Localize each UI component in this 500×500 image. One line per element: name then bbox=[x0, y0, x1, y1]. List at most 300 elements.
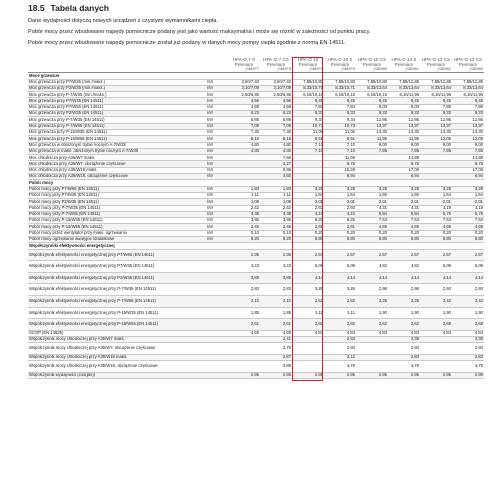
value-cell: 3,88 bbox=[228, 272, 260, 284]
value-cell: 1,85 bbox=[260, 307, 292, 319]
value-cell: 0,20 bbox=[356, 230, 388, 236]
row-label: Pobór mocy przy P-15/W35 (EN 14511) bbox=[28, 218, 206, 224]
table-row bbox=[28, 117, 484, 123]
column-article-code: 238981 bbox=[388, 67, 420, 73]
row-label: Moc grzewcza w maks. obniżonym trybie nocnym A-7/W35 bbox=[28, 148, 206, 154]
value-cell: 1,93 bbox=[260, 186, 292, 192]
row-label: Pobór mocy przy P-7/W35 (EN 14511) bbox=[28, 205, 206, 211]
value-cell: 0,20 bbox=[292, 230, 324, 236]
value-cell: 4,14 bbox=[388, 272, 420, 284]
value-cell: 7,84 bbox=[324, 104, 356, 110]
row-label: Współczynnik mocy chłodniczej przy A35/W7, obciążenie częściowe bbox=[28, 343, 206, 355]
row-label: Moc grzewcza przy P7/W35 (min./maks.) bbox=[28, 79, 206, 85]
row-label: Moc grzewcza w obniżonym trybie nocnym A-7/W35 bbox=[28, 142, 206, 148]
value-cell: 4,56 bbox=[356, 224, 388, 230]
value-cell: 2,92 bbox=[324, 319, 356, 331]
table-row bbox=[28, 224, 484, 230]
table-row bbox=[28, 211, 484, 217]
row-unit: kW bbox=[206, 111, 228, 117]
column-header-name: HPA-O 13 CS Premium bbox=[453, 57, 483, 67]
table-row bbox=[28, 136, 484, 142]
value-cell: 1,54 bbox=[420, 192, 452, 198]
value-cell: 8,33/13,64 bbox=[388, 85, 420, 91]
value-cell: 7,53 bbox=[420, 218, 452, 224]
value-cell: 7,53 bbox=[388, 218, 420, 224]
value-cell: 2,93 bbox=[292, 205, 324, 211]
value-cell: 7,85/12,85 bbox=[420, 79, 452, 85]
row-label: Moc grzewcza przy P-7/W35 (EN 14511) bbox=[28, 117, 206, 123]
row-label: Moc grzewcza przy P2/W35 (min./maks.) bbox=[28, 85, 206, 91]
value-cell: 1,09 bbox=[228, 199, 260, 205]
value-cell: 3,38 bbox=[228, 211, 260, 217]
value-cell: 6,16/10,16 bbox=[356, 92, 388, 98]
value-cell: 2,93 bbox=[324, 343, 356, 355]
value-cell: 0,95 bbox=[324, 372, 356, 378]
value-cell: 4,83 bbox=[356, 330, 388, 336]
value-cell: 0,20 bbox=[324, 230, 356, 236]
value-cell: 2,83 bbox=[228, 284, 260, 296]
row-label: Moc grzewcza przy P7/W55 (EN 14511) bbox=[28, 104, 206, 110]
value-cell: 5,09 bbox=[324, 261, 356, 273]
value-cell: 12,05 bbox=[420, 136, 452, 142]
table-header-row bbox=[28, 57, 484, 67]
row-label: Moc grzewcza przy P-7/W55 (EN 14511) bbox=[28, 123, 206, 129]
value-cell: 2,50/6,85 bbox=[260, 92, 292, 98]
value-cell: 0,95 bbox=[420, 372, 452, 378]
value-cell: 6,94 bbox=[452, 174, 484, 180]
table-row bbox=[28, 186, 484, 192]
value-cell: 3,28 bbox=[420, 186, 452, 192]
value-cell: 4,84 bbox=[292, 330, 324, 336]
column-header-name: HPA-O 7 CS Premium bbox=[263, 57, 289, 67]
value-cell: 2,69 bbox=[420, 319, 452, 331]
row-label: Współczynniki efektywności energetycznej bbox=[28, 243, 206, 249]
table-row bbox=[28, 205, 484, 211]
value-cell: 2,83 bbox=[260, 284, 292, 296]
value-cell: 3,10/7,09 bbox=[260, 85, 292, 91]
row-label: Moc chłodnicza przy A35/W7 maks. bbox=[28, 155, 206, 161]
value-cell: 3,12 bbox=[324, 354, 356, 360]
value-cell: 3,28 bbox=[324, 186, 356, 192]
value-cell: 4,60 bbox=[260, 174, 292, 180]
value-cell: 17,06 bbox=[452, 167, 484, 173]
value-cell: 2,35 bbox=[388, 295, 420, 307]
row-label: Pobór mocy przy P7/W35 (EN 14511) bbox=[28, 192, 206, 198]
value-cell: 9,00 bbox=[452, 142, 484, 148]
table-row bbox=[28, 148, 484, 154]
value-cell: 11,69 bbox=[324, 155, 356, 161]
row-unit: kW bbox=[206, 186, 228, 192]
value-cell: 7,10 bbox=[292, 142, 324, 148]
value-cell: 3,28 bbox=[356, 186, 388, 192]
column-header-name: HPA-O 10 Premium bbox=[297, 57, 319, 67]
row-label: Pobór mocy przy P-15/W55 (EN 14511) bbox=[28, 224, 206, 230]
value-cell: 2,92 bbox=[292, 319, 324, 331]
value-cell: 8,33 bbox=[452, 111, 484, 117]
value-cell: 2,10 bbox=[228, 295, 260, 307]
value-cell: 7,10 bbox=[292, 148, 324, 154]
value-cell: 2,98 bbox=[388, 284, 420, 296]
value-cell bbox=[420, 361, 452, 373]
value-cell: 4,14 bbox=[356, 272, 388, 284]
row-unit: kW bbox=[206, 129, 228, 135]
value-cell: 4,68 bbox=[452, 224, 484, 230]
value-cell: 14,30 bbox=[388, 129, 420, 135]
value-cell: 6,76 bbox=[388, 161, 420, 167]
value-cell: 8,80 bbox=[292, 237, 324, 243]
value-cell: 2,50/6,85 bbox=[228, 92, 260, 98]
table-row bbox=[28, 261, 484, 273]
value-cell: 7,86 bbox=[452, 104, 484, 110]
value-cell: 3,28 bbox=[292, 186, 324, 192]
value-cell: 7,85/10,80 bbox=[356, 79, 388, 85]
value-cell: 2,93 bbox=[324, 205, 356, 211]
value-cell: 2,83 bbox=[452, 354, 484, 360]
value-cell: 8,51 bbox=[324, 136, 356, 142]
value-cell: 1,11 bbox=[228, 192, 260, 198]
value-cell: 11,06 bbox=[292, 129, 324, 135]
intro-line-3: Pobór mocy przez wbudowane napędy pomocnicze został już podany w danych mocy pompy ciepła zgodnie z normą EN 14511. bbox=[28, 40, 346, 46]
value-cell: 1,66 bbox=[356, 192, 388, 198]
value-cell: 2,53 bbox=[324, 337, 356, 343]
column-article-code: 238979 bbox=[324, 67, 356, 73]
column-header-name: HPA-O 13 CS Premium bbox=[421, 57, 451, 67]
value-cell: 6,94 bbox=[324, 174, 356, 180]
value-cell: 3,27 bbox=[260, 161, 292, 167]
value-cell: 4,14 bbox=[324, 272, 356, 284]
value-cell: 5,76 bbox=[420, 211, 452, 217]
value-cell: 2,93 bbox=[452, 343, 484, 355]
value-cell: 2,42 bbox=[452, 295, 484, 307]
value-cell: 4,30 bbox=[228, 148, 260, 154]
table-row bbox=[28, 98, 484, 104]
value-cell: 2,62 bbox=[324, 295, 356, 307]
value-cell: 1,54 bbox=[292, 192, 324, 198]
value-cell: 4,84 bbox=[420, 330, 452, 336]
value-cell: 5,94 bbox=[356, 211, 388, 217]
value-cell: 4,31 bbox=[388, 205, 420, 211]
value-cell: 4,68 bbox=[260, 104, 292, 110]
table-row bbox=[28, 104, 484, 110]
value-cell: 1,90 bbox=[388, 307, 420, 319]
value-cell: 1,11 bbox=[260, 192, 292, 198]
row-label: Współczynnik efektywności energetycznej przy P-7/W55 (EN 14511) bbox=[28, 295, 206, 307]
value-cell: 5,25 bbox=[324, 218, 356, 224]
value-cell: 3,10/7,09 bbox=[228, 85, 260, 91]
value-cell: 2,93 bbox=[420, 284, 452, 296]
row-unit: kW bbox=[206, 148, 228, 154]
row-unit: kW bbox=[206, 192, 228, 198]
value-cell: 2,11 bbox=[324, 307, 356, 319]
value-cell: 2,42 bbox=[228, 205, 260, 211]
row-unit: kW bbox=[206, 123, 228, 129]
value-cell: 6,76 bbox=[324, 161, 356, 167]
table-row bbox=[28, 85, 484, 91]
value-cell: 14,88 bbox=[388, 155, 420, 161]
row-unit: kW bbox=[206, 136, 228, 142]
value-cell: 8,45 bbox=[292, 98, 324, 104]
value-cell: 1,90 bbox=[452, 307, 484, 319]
value-cell: 7,85 bbox=[420, 148, 452, 154]
value-cell: 1,93 bbox=[228, 186, 260, 192]
row-label: Moc chłodnicza przy A35/W7, obciążenie częściowe bbox=[28, 161, 206, 167]
value-cell: 2,41 bbox=[260, 337, 292, 343]
table-row bbox=[28, 249, 484, 261]
value-cell: 8,45 bbox=[356, 98, 388, 104]
value-cell: 14,88 bbox=[452, 155, 484, 161]
data-table bbox=[28, 57, 484, 379]
value-cell: 1,90 bbox=[356, 307, 388, 319]
column-article-code: 238977 bbox=[228, 67, 260, 73]
table-row bbox=[28, 361, 484, 373]
value-cell: 4,82 bbox=[388, 261, 420, 273]
section-heading bbox=[28, 3, 109, 13]
value-cell: 7,09 bbox=[260, 123, 292, 129]
column-header-name: HPA-O 10 S Premium bbox=[327, 57, 353, 67]
row-unit: kW bbox=[206, 205, 228, 211]
row-unit: kW bbox=[206, 142, 228, 148]
header-blank bbox=[28, 57, 206, 67]
value-cell: 4,80 bbox=[228, 142, 260, 148]
value-cell: 6,16/10,16 bbox=[292, 92, 324, 98]
value-cell: 2,62 bbox=[292, 295, 324, 307]
row-label: Współczynnik mocy chłodniczej przy A35/W18, obciążenie częściowe bbox=[28, 361, 206, 373]
value-cell: 8,33/13,64 bbox=[356, 85, 388, 91]
value-cell: 7,53 bbox=[452, 218, 484, 224]
value-cell: 4,10 bbox=[292, 211, 324, 217]
value-cell: 2,01 bbox=[452, 199, 484, 205]
row-label: Moc grzewcza przy P7/W35 (EN 14511) bbox=[28, 98, 206, 104]
value-cell: 11,96 bbox=[356, 136, 388, 142]
row-label: Współczynnik mocy chłodniczej przy A35/W18 maks. bbox=[28, 354, 206, 360]
row-unit: kW bbox=[206, 79, 228, 85]
value-cell: 5,94 bbox=[388, 211, 420, 217]
row-unit bbox=[206, 295, 228, 307]
value-cell: 6,23 bbox=[260, 111, 292, 117]
row-label: Współczynnik efektywności energetycznej przy P2/W35 (EN 14511) bbox=[28, 272, 206, 284]
value-cell: 9,00 bbox=[356, 142, 388, 148]
value-cell: 8,33/13,64 bbox=[452, 85, 484, 91]
row-label: Współczynnik efektywności energetycznej przy P-15/W35 (EN 14511) bbox=[28, 307, 206, 319]
value-cell: 2,57 bbox=[420, 249, 452, 261]
column-header-name: HPA-O 7 S Premium bbox=[232, 57, 256, 67]
table-row bbox=[28, 372, 484, 378]
value-cell: 1,54 bbox=[324, 192, 356, 198]
value-cell: 13,97 bbox=[388, 123, 420, 129]
value-cell: 2,62 bbox=[388, 319, 420, 331]
value-cell: 14,30 bbox=[356, 129, 388, 135]
value-cell: 2,01 bbox=[420, 199, 452, 205]
row-label: Pobór mocy przy P7/W65 (EN 14511) bbox=[28, 186, 206, 192]
value-cell: 3,95 bbox=[228, 218, 260, 224]
value-cell: 4,82 bbox=[356, 261, 388, 273]
value-cell: 8,33 bbox=[356, 111, 388, 117]
value-cell: 6,16/11,96 bbox=[388, 92, 420, 98]
value-cell: 8,00 bbox=[356, 104, 388, 110]
row-unit: kW bbox=[206, 155, 228, 161]
intro-line-2: Pobór mocy przez wbudowane napędy pomocnicze podany jest jako wartość maksymalna i może się różnić w zależności od punktu pracy. bbox=[28, 29, 371, 35]
value-cell: 0,95 bbox=[260, 372, 292, 378]
value-cell: 12,86 bbox=[388, 117, 420, 123]
value-cell bbox=[420, 343, 452, 355]
value-cell: 6,20 bbox=[228, 237, 260, 243]
table-row bbox=[28, 79, 484, 85]
value-cell bbox=[356, 343, 388, 355]
value-cell: 7,85/12,85 bbox=[388, 79, 420, 85]
row-label: Moc grzewcza przy P2/W35 (EN 14511) bbox=[28, 111, 206, 117]
value-cell: 0,95 bbox=[228, 372, 260, 378]
value-cell: 2,98 bbox=[356, 284, 388, 296]
value-cell: 11,06 bbox=[324, 129, 356, 135]
value-cell: 2,93 bbox=[388, 343, 420, 355]
row-unit: kW bbox=[206, 199, 228, 205]
value-cell: 4,10 bbox=[324, 211, 356, 217]
value-cell: 12,86 bbox=[420, 117, 452, 123]
value-cell: 3,28 bbox=[388, 186, 420, 192]
row-label: Współczynnik mocy chłodniczej przy A35/W7 maks. bbox=[28, 337, 206, 343]
value-cell: 8,80 bbox=[324, 237, 356, 243]
value-cell: 7,85/10,80 bbox=[292, 79, 324, 85]
value-cell: 17,06 bbox=[388, 167, 420, 173]
value-cell: 2,01 bbox=[292, 199, 324, 205]
value-cell: 8,80 bbox=[452, 237, 484, 243]
row-unit bbox=[206, 343, 228, 355]
value-cell: 2,35 bbox=[356, 295, 388, 307]
value-cell: 2,57 bbox=[356, 249, 388, 261]
value-cell: 8,33 bbox=[292, 111, 324, 117]
row-unit: kW bbox=[206, 237, 228, 243]
section-number: 18.5 bbox=[28, 3, 45, 13]
row-label: Współczynnik efektywności energetycznej przy P-7/W35 (EN 14511) bbox=[28, 284, 206, 296]
value-cell: 3,76 bbox=[324, 361, 356, 373]
column-header-name: HPA-O 10 CS Premium bbox=[357, 57, 387, 67]
value-cell: 12,05 bbox=[452, 136, 484, 142]
value-cell: 4,68 bbox=[228, 104, 260, 110]
value-cell: 2,42 bbox=[260, 205, 292, 211]
column-article-code: 238978 bbox=[260, 67, 292, 73]
value-cell: 0,95 bbox=[452, 372, 484, 378]
value-cell: 4,84 bbox=[324, 330, 356, 336]
value-cell: 4,84 bbox=[452, 330, 484, 336]
value-cell: 2,01 bbox=[324, 199, 356, 205]
row-unit: kW bbox=[206, 161, 228, 167]
table-row bbox=[28, 129, 484, 135]
value-cell: 3,76 bbox=[452, 361, 484, 373]
row-unit: kW bbox=[206, 174, 228, 180]
value-cell: 3,88 bbox=[260, 272, 292, 284]
value-cell: 0,95 bbox=[388, 372, 420, 378]
value-cell: 7,86 bbox=[420, 104, 452, 110]
value-cell: 8,33/13,64 bbox=[420, 85, 452, 91]
value-cell: 8,33 bbox=[324, 111, 356, 117]
value-cell: 7,30 bbox=[228, 129, 260, 135]
value-cell: 0,95 bbox=[356, 372, 388, 378]
value-cell: 8,33/10,71 bbox=[324, 85, 356, 91]
value-cell: 6,20 bbox=[260, 237, 292, 243]
value-cell: 6,16/10,16 bbox=[324, 92, 356, 98]
table-row bbox=[28, 142, 484, 148]
value-cell: 3,26 bbox=[292, 284, 324, 296]
value-cell: 6,94 bbox=[388, 174, 420, 180]
value-cell: 0,10 bbox=[228, 230, 260, 236]
row-unit: kW bbox=[206, 230, 228, 236]
value-cell: 5,09 bbox=[292, 261, 324, 273]
header-unit-blank bbox=[206, 57, 228, 67]
value-cell: 4,56 bbox=[260, 98, 292, 104]
value-cell: 1,66 bbox=[388, 192, 420, 198]
value-cell: 12,86 bbox=[452, 117, 484, 123]
value-cell: 9,00 bbox=[388, 142, 420, 148]
row-unit: kW bbox=[206, 167, 228, 173]
value-cell: 8,45 bbox=[388, 98, 420, 104]
value-cell: 4,30 bbox=[260, 148, 292, 154]
table-row bbox=[28, 218, 484, 224]
table-row bbox=[28, 307, 484, 319]
value-cell: 2,91 bbox=[324, 224, 356, 230]
value-cell: 3,95 bbox=[260, 218, 292, 224]
row-label: Moc grzewcza przy P-15/W35 (EN 14511) bbox=[28, 129, 206, 135]
value-cell: 0,95 bbox=[292, 372, 324, 378]
value-cell: 2,10 bbox=[260, 295, 292, 307]
row-unit: kW bbox=[206, 224, 228, 230]
value-cell: 1,90 bbox=[420, 307, 452, 319]
value-cell: 4,19 bbox=[420, 205, 452, 211]
value-cell: 2,51 bbox=[260, 319, 292, 331]
row-unit bbox=[206, 272, 228, 284]
value-cell: 1,09 bbox=[260, 199, 292, 205]
row-label: SCOP (EN 14825) bbox=[28, 330, 206, 336]
value-cell: 0,20 bbox=[388, 230, 420, 236]
value-cell: 0,20 bbox=[420, 230, 452, 236]
value-cell: 1,85 bbox=[228, 307, 260, 319]
value-cell: 7,53 bbox=[356, 218, 388, 224]
value-cell: 15,26 bbox=[324, 167, 356, 173]
row-unit bbox=[206, 361, 228, 373]
value-cell: 3,88 bbox=[260, 361, 292, 373]
value-cell: 2,91 bbox=[292, 224, 324, 230]
value-cell: 8,80 bbox=[356, 237, 388, 243]
row-label: Pobór mocy bbox=[28, 180, 206, 186]
value-cell: 2,01 bbox=[388, 199, 420, 205]
value-cell: 7,85 bbox=[388, 148, 420, 154]
value-cell: 7,10 bbox=[324, 148, 356, 154]
value-cell: 5,09 bbox=[420, 261, 452, 273]
column-article-code: 238978 bbox=[292, 67, 324, 73]
value-cell: 4,56 bbox=[228, 98, 260, 104]
value-cell bbox=[292, 343, 324, 355]
value-cell: 4,14 bbox=[452, 272, 484, 284]
value-cell: 2,36 bbox=[228, 249, 260, 261]
value-cell bbox=[228, 361, 260, 373]
value-cell: 8,80 bbox=[388, 237, 420, 243]
row-unit: kW bbox=[206, 98, 228, 104]
value-cell: 7,85 bbox=[452, 148, 484, 154]
value-cell: 2,57 bbox=[388, 249, 420, 261]
value-cell: 10,73 bbox=[292, 123, 324, 129]
row-unit bbox=[206, 249, 228, 261]
table-row bbox=[28, 199, 484, 205]
row-label: Moce grzewcze bbox=[28, 73, 206, 79]
table-row bbox=[28, 92, 484, 98]
row-label: Moc chłodnicza przy A35/W18 maks. bbox=[28, 167, 206, 173]
value-cell: 4,68 bbox=[420, 224, 452, 230]
value-cell: 8,80 bbox=[420, 237, 452, 243]
intro-line-1: Dane wydajności dotyczą nowych urządzeń z czystymi wymiennikami ciepła. bbox=[28, 18, 218, 24]
value-cell: 4,31 bbox=[356, 205, 388, 211]
value-cell: 4,14 bbox=[420, 272, 452, 284]
value-cell: 3,50/7,40 bbox=[228, 79, 260, 85]
value-cell: 4,23 bbox=[228, 261, 260, 273]
